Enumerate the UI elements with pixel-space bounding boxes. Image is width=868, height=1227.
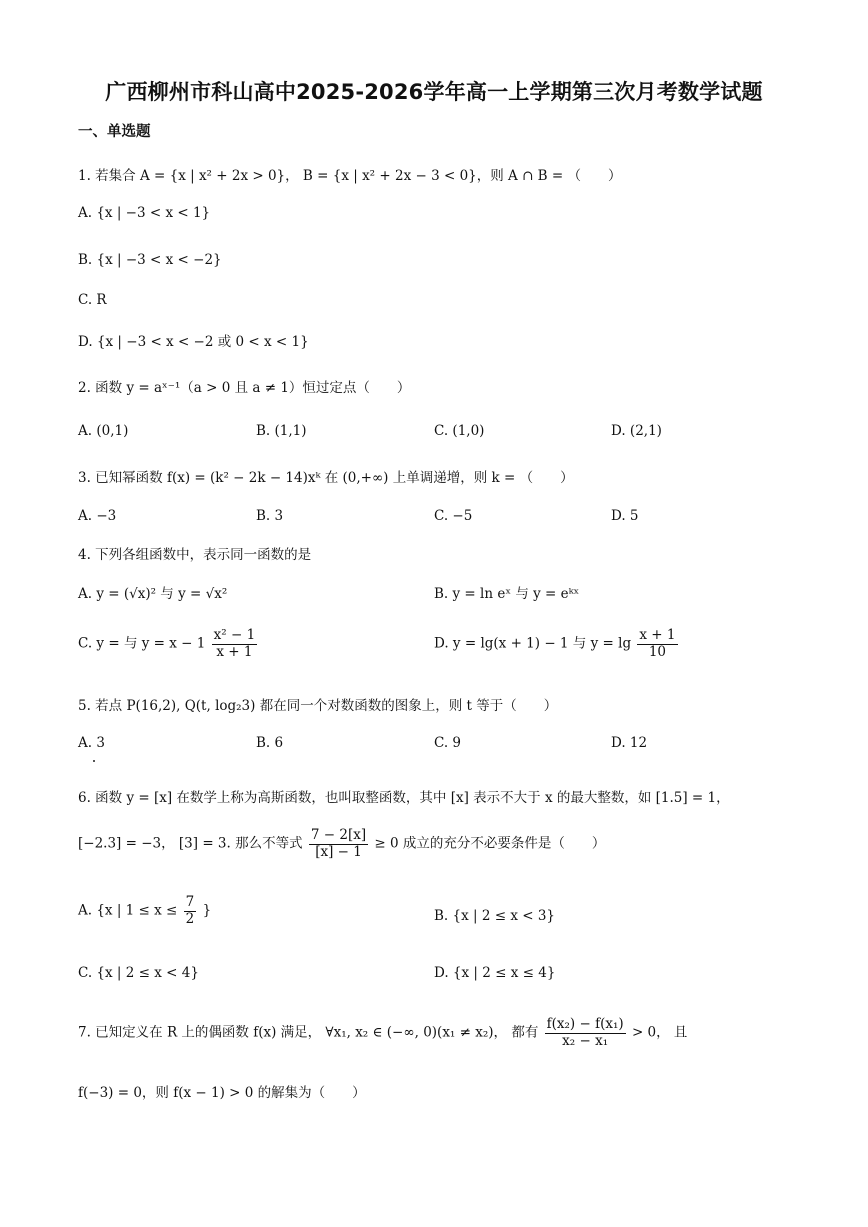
question-1-stem: 1. 若集合 A = {x | x² + 2x > 0}， B = {x | x² + 2x − 3 < 0}，则 A ∩ B = （ ） xyxy=(78,168,622,184)
fraction-numerator: f(x₂) − f(x₁) xyxy=(546,1016,624,1032)
question-3-option-d: D. 5 xyxy=(611,508,639,524)
question-6-stem-part-b: ≥ 0 成立的充分不必要条件是（ ） xyxy=(374,835,606,852)
question-2-option-d: D. (2,1) xyxy=(611,423,662,439)
question-4-option-b: B. y = ln eˣ 与 y = eᵏˣ xyxy=(434,586,580,602)
question-6-stem-line-2 xyxy=(78,828,605,860)
question-4-option-c-fraction xyxy=(212,628,258,660)
question-6-option-a-fraction xyxy=(184,895,197,927)
question-5-option-a: A. 3 xyxy=(78,735,105,751)
question-4-option-c-text: C. y = 与 y = x − 1 xyxy=(78,635,206,652)
question-1-option-d: D. {x | −3 < x < −2 或 0 < x < 1} xyxy=(78,334,309,350)
question-6-stem-part-a: [−2.3] = −3， [3] = 3. 那么不等式 xyxy=(78,835,303,852)
question-6-option-a xyxy=(78,895,211,927)
question-2-option-c: C. (1,0) xyxy=(434,423,485,439)
question-6-option-d: D. {x | 2 ≤ x ≤ 4} xyxy=(434,965,556,981)
question-5-stem: 5. 若点 P(16,2), Q(t, log₂3) 都在同一个对数函数的图象上，则 t 等于（ ） xyxy=(78,698,558,714)
question-3-stem: 3. 已知幂函数 f(x) = (k² − 2k − 14)xᵏ 在 (0,+∞) 上单调递增，则 k = （ ） xyxy=(78,470,574,486)
fraction-numerator: x² − 1 xyxy=(213,627,256,643)
question-4-stem: 4. 下列各组函数中，表示同一函数的是 xyxy=(78,547,312,563)
question-3-option-b: B. 3 xyxy=(256,508,284,524)
fraction-numerator: x + 1 xyxy=(639,627,676,643)
question-7-stem-part-b: > 0， 且 xyxy=(631,1024,688,1041)
question-2-option-b: B. (1,1) xyxy=(256,423,307,439)
question-4-option-d xyxy=(434,628,680,660)
question-3-option-c: C. −5 xyxy=(434,508,473,524)
question-4-option-d-fraction xyxy=(637,628,677,660)
question-4-option-a: A. y = (√x)² 与 y = √x² xyxy=(78,586,228,602)
question-1-option-b: B. {x | −3 < x < −2} xyxy=(78,252,222,268)
question-7-stem-line-2: f(−3) = 0，则 f(x − 1) > 0 的解集为（ ） xyxy=(78,1085,366,1101)
question-7-stem-part-a: 7. 已知定义在 R 上的偶函数 f(x) 满足， ∀x₁, x₂ ∈ (−∞, 0)(x₁ ≠ x₂)， 都有 xyxy=(78,1024,539,1041)
question-6-option-a-prefix: A. {x | 1 ≤ x ≤ xyxy=(78,902,178,919)
fraction-denominator: x₂ − x₁ xyxy=(562,1032,609,1049)
question-2-stem: 2. 函数 y = aˣ⁻¹（a > 0 且 a ≠ 1）恒过定点（ ） xyxy=(78,380,411,396)
page-title: 广西柳州市科山高中2025-2026学年高一上学期第三次月考数学试题 xyxy=(105,80,763,104)
question-4-option-d-text: D. y = lg(x + 1) − 1 与 y = lg xyxy=(434,635,632,652)
question-5-option-c: C. 9 xyxy=(434,735,462,751)
fraction-denominator: 10 xyxy=(648,643,667,660)
question-6-stem-line-1: 6. 函数 y = [x] 在数学上称为高斯函数，也叫取整函数，其中 [x] 表示不大于 x 的最大整数，如 [1.5] = 1， xyxy=(78,790,730,806)
fraction-denominator: 2 xyxy=(185,910,195,927)
question-6-option-b: B. {x | 2 ≤ x < 3} xyxy=(434,908,556,924)
question-7-stem-line-1 xyxy=(78,1017,687,1049)
question-5-option-b: B. 6 xyxy=(256,735,284,751)
question-6-inequality-fraction xyxy=(309,828,368,860)
question-7-fraction xyxy=(545,1017,626,1049)
stray-dot xyxy=(93,760,95,762)
fraction-denominator: [x] − 1 xyxy=(315,843,362,860)
question-4-option-c xyxy=(78,628,259,660)
question-5-option-d: D. 12 xyxy=(611,735,648,751)
fraction-numerator: 7 − 2[x] xyxy=(310,827,367,843)
question-6-option-c: C. {x | 2 ≤ x < 4} xyxy=(78,965,199,981)
question-2-option-a: A. (0,1) xyxy=(78,423,129,439)
question-6-option-a-suffix: } xyxy=(202,902,212,919)
fraction-denominator: x + 1 xyxy=(216,643,253,660)
question-1-option-c: C. R xyxy=(78,292,107,308)
question-3-option-a: A. −3 xyxy=(78,508,117,524)
section-heading: 一、单选题 xyxy=(78,124,151,140)
question-1-option-a: A. {x | −3 < x < 1} xyxy=(78,205,211,221)
fraction-numerator: 7 xyxy=(185,894,195,910)
